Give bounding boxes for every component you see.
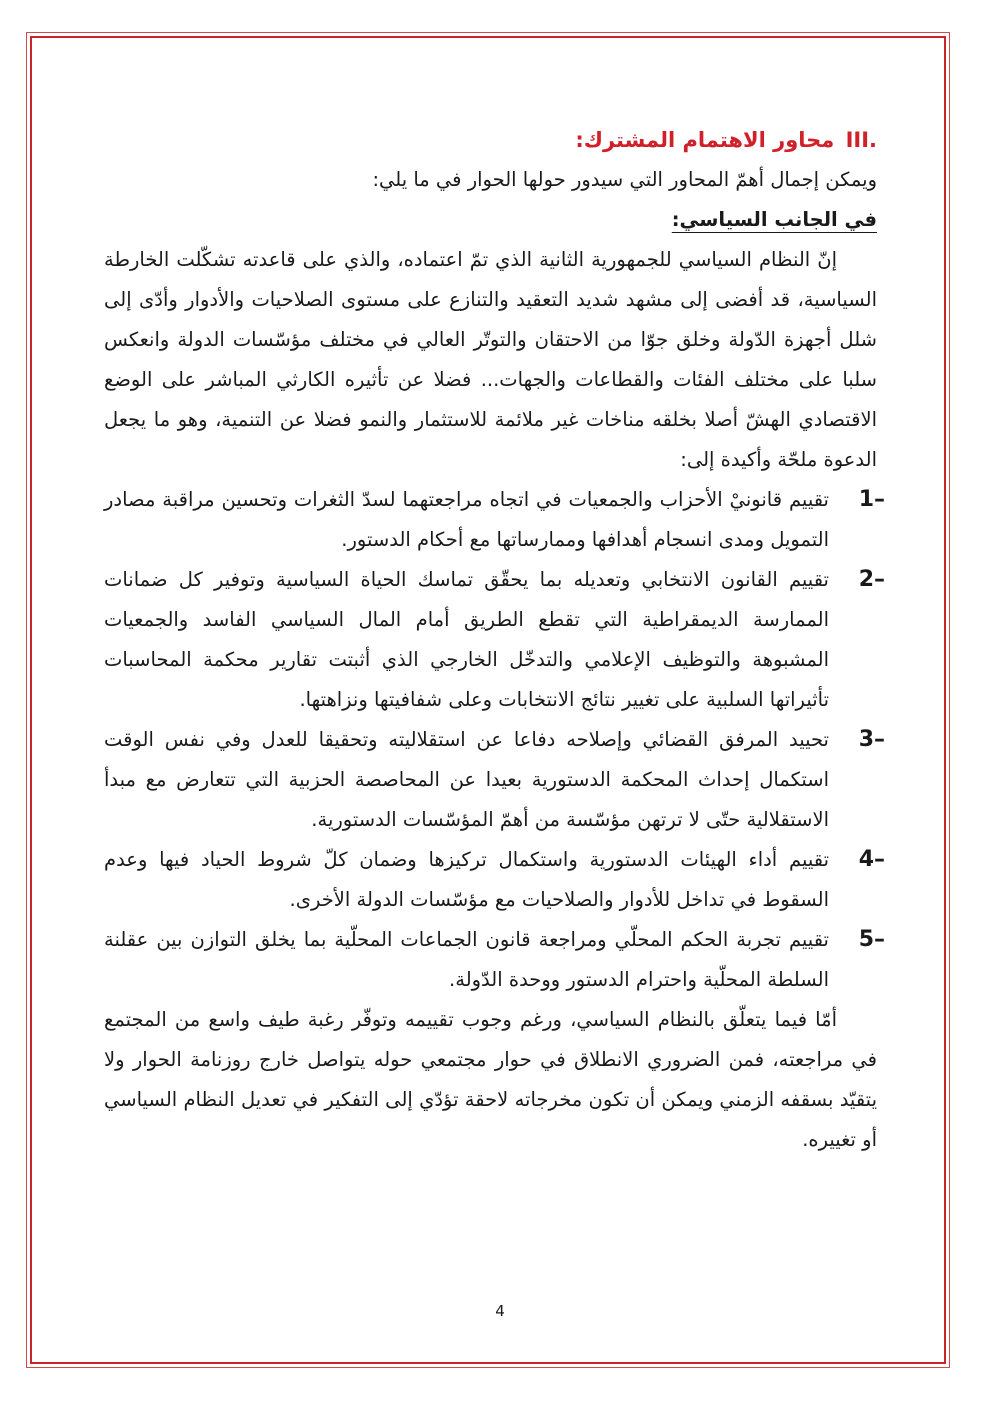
list-item xyxy=(104,480,885,560)
section-heading xyxy=(104,120,877,160)
list-item-text: تقييم تجربة الحكم المحلّي ومراجعة قانون الجماعات المحلّية بما يخلق التوازن بين عقلنة السلطة المحلّية واحترام الدستور ووحدة الدّولة. xyxy=(104,928,829,991)
list-item-text: تقييم أداء الهيئات الدستورية واستكمال تركيزها وضمان كلّ شروط الحياد فيها وعدم السقوط في تداخل للأدوار والصلاحيات مع مؤسّسات الدولة الأخرى. xyxy=(104,848,829,911)
list-item-text: تقييم القانون الانتخابي وتعديله بما يحقّق تماسك الحياة السياسية وتوفير كل ضمانات الممارسة الديمقراطية التي تقطع الطريق أمام المال السياسي الفاسد والجمعيات المشبوهة والتوظيف الإعلامي والتدخّل الخارجي الذي أثبتت تقارير محكمة المحاسبات تأثيراتها السلبية على تغيير نتائج الانتخابات وعلى شفافيتها ونزاهتها. xyxy=(104,568,829,711)
paragraph-political-dialogue: أمّا فيما يتعلّق بالنظام السياسي، ورغم وجوب تقييمه وتوفّر رغبة طيف واسع من المجتمع في مراجعته، فمن الضروري الانطلاق في حوار مجتمعي حوله يتواصل خارج روزنامة الحوار ولا يتقيّد بسقفه الزمني ويمكن أن تكون مخرجاته لاحقة تؤدّي إلى التفكير في تعديل النظام السياسي أو تغييره. xyxy=(104,1008,877,1151)
list-item-number: 4– xyxy=(858,847,885,872)
section-title: محاور الاهتمام المشترك: xyxy=(575,128,835,152)
list-item-number: 2– xyxy=(858,567,885,592)
list-item-number: 1– xyxy=(858,487,885,512)
intro-text: ويمكن إجمال أهمّ المحاور التي سيدور حولها الحوار في ما يلي: xyxy=(372,168,877,191)
subheading xyxy=(104,200,877,240)
list-item xyxy=(104,720,885,840)
list-item xyxy=(104,560,885,720)
page-number: 4 xyxy=(495,1302,505,1320)
list-item-number: 3– xyxy=(858,727,885,752)
list-item-number: 5– xyxy=(858,927,885,952)
section-number: III. xyxy=(845,128,877,152)
list-item xyxy=(104,920,885,1000)
list-item-text: تقييم قانونيْ الأحزاب والجمعيات في اتجاه مراجعتهما لسدّ الثغرات وتحسين مراقبة مصادر التمويل ومدى انسجام أهدافها وممارساتها مع أحكام الدستور. xyxy=(104,488,829,551)
list-item xyxy=(104,840,885,920)
document-body xyxy=(104,120,885,1160)
paragraph-political-system: إنّ النظام السياسي للجمهورية الثانية الذي تمّ اعتماده، والذي على قاعدته تشكّلت الخارطة السياسية، قد أفضى إلى مشهد شديد التعقيد والتنازع على مستوى الصلاحيات والأدوار وأدّى إلى شلل أجهزة الدّولة وخلق جوّا من الاحتقان والتوتّر العالي في مختلف مؤسّسات الدولة وانعكس سلبا على مختلف الفئات والقطاعات والجهات... فضلا عن تأثيره الكارثي المباشر على الوضع الاقتصادي الهشّ أصلا بخلقه مناخات غير ملائمة للاستثمار والنمو فضلا عن التنمية، وهو ما يجعل الدعوة ملحّة وأكيدة إلى: xyxy=(104,248,877,471)
subheading-text: في الجانب السياسي: xyxy=(671,208,877,231)
list-item-text: تحييد المرفق القضائي وإصلاحه دفاعا عن استقلاليته وتحقيقا للعدل وفي نفس الوقت استكمال إحداث المحكمة الدستورية بعيدا عن المحاصصة الحزبية التي تتعارض مع مبدأ الاستقلالية حتّى لا ترتهن مؤسّسة من أهمّ المؤسّسات الدستورية. xyxy=(104,728,829,831)
